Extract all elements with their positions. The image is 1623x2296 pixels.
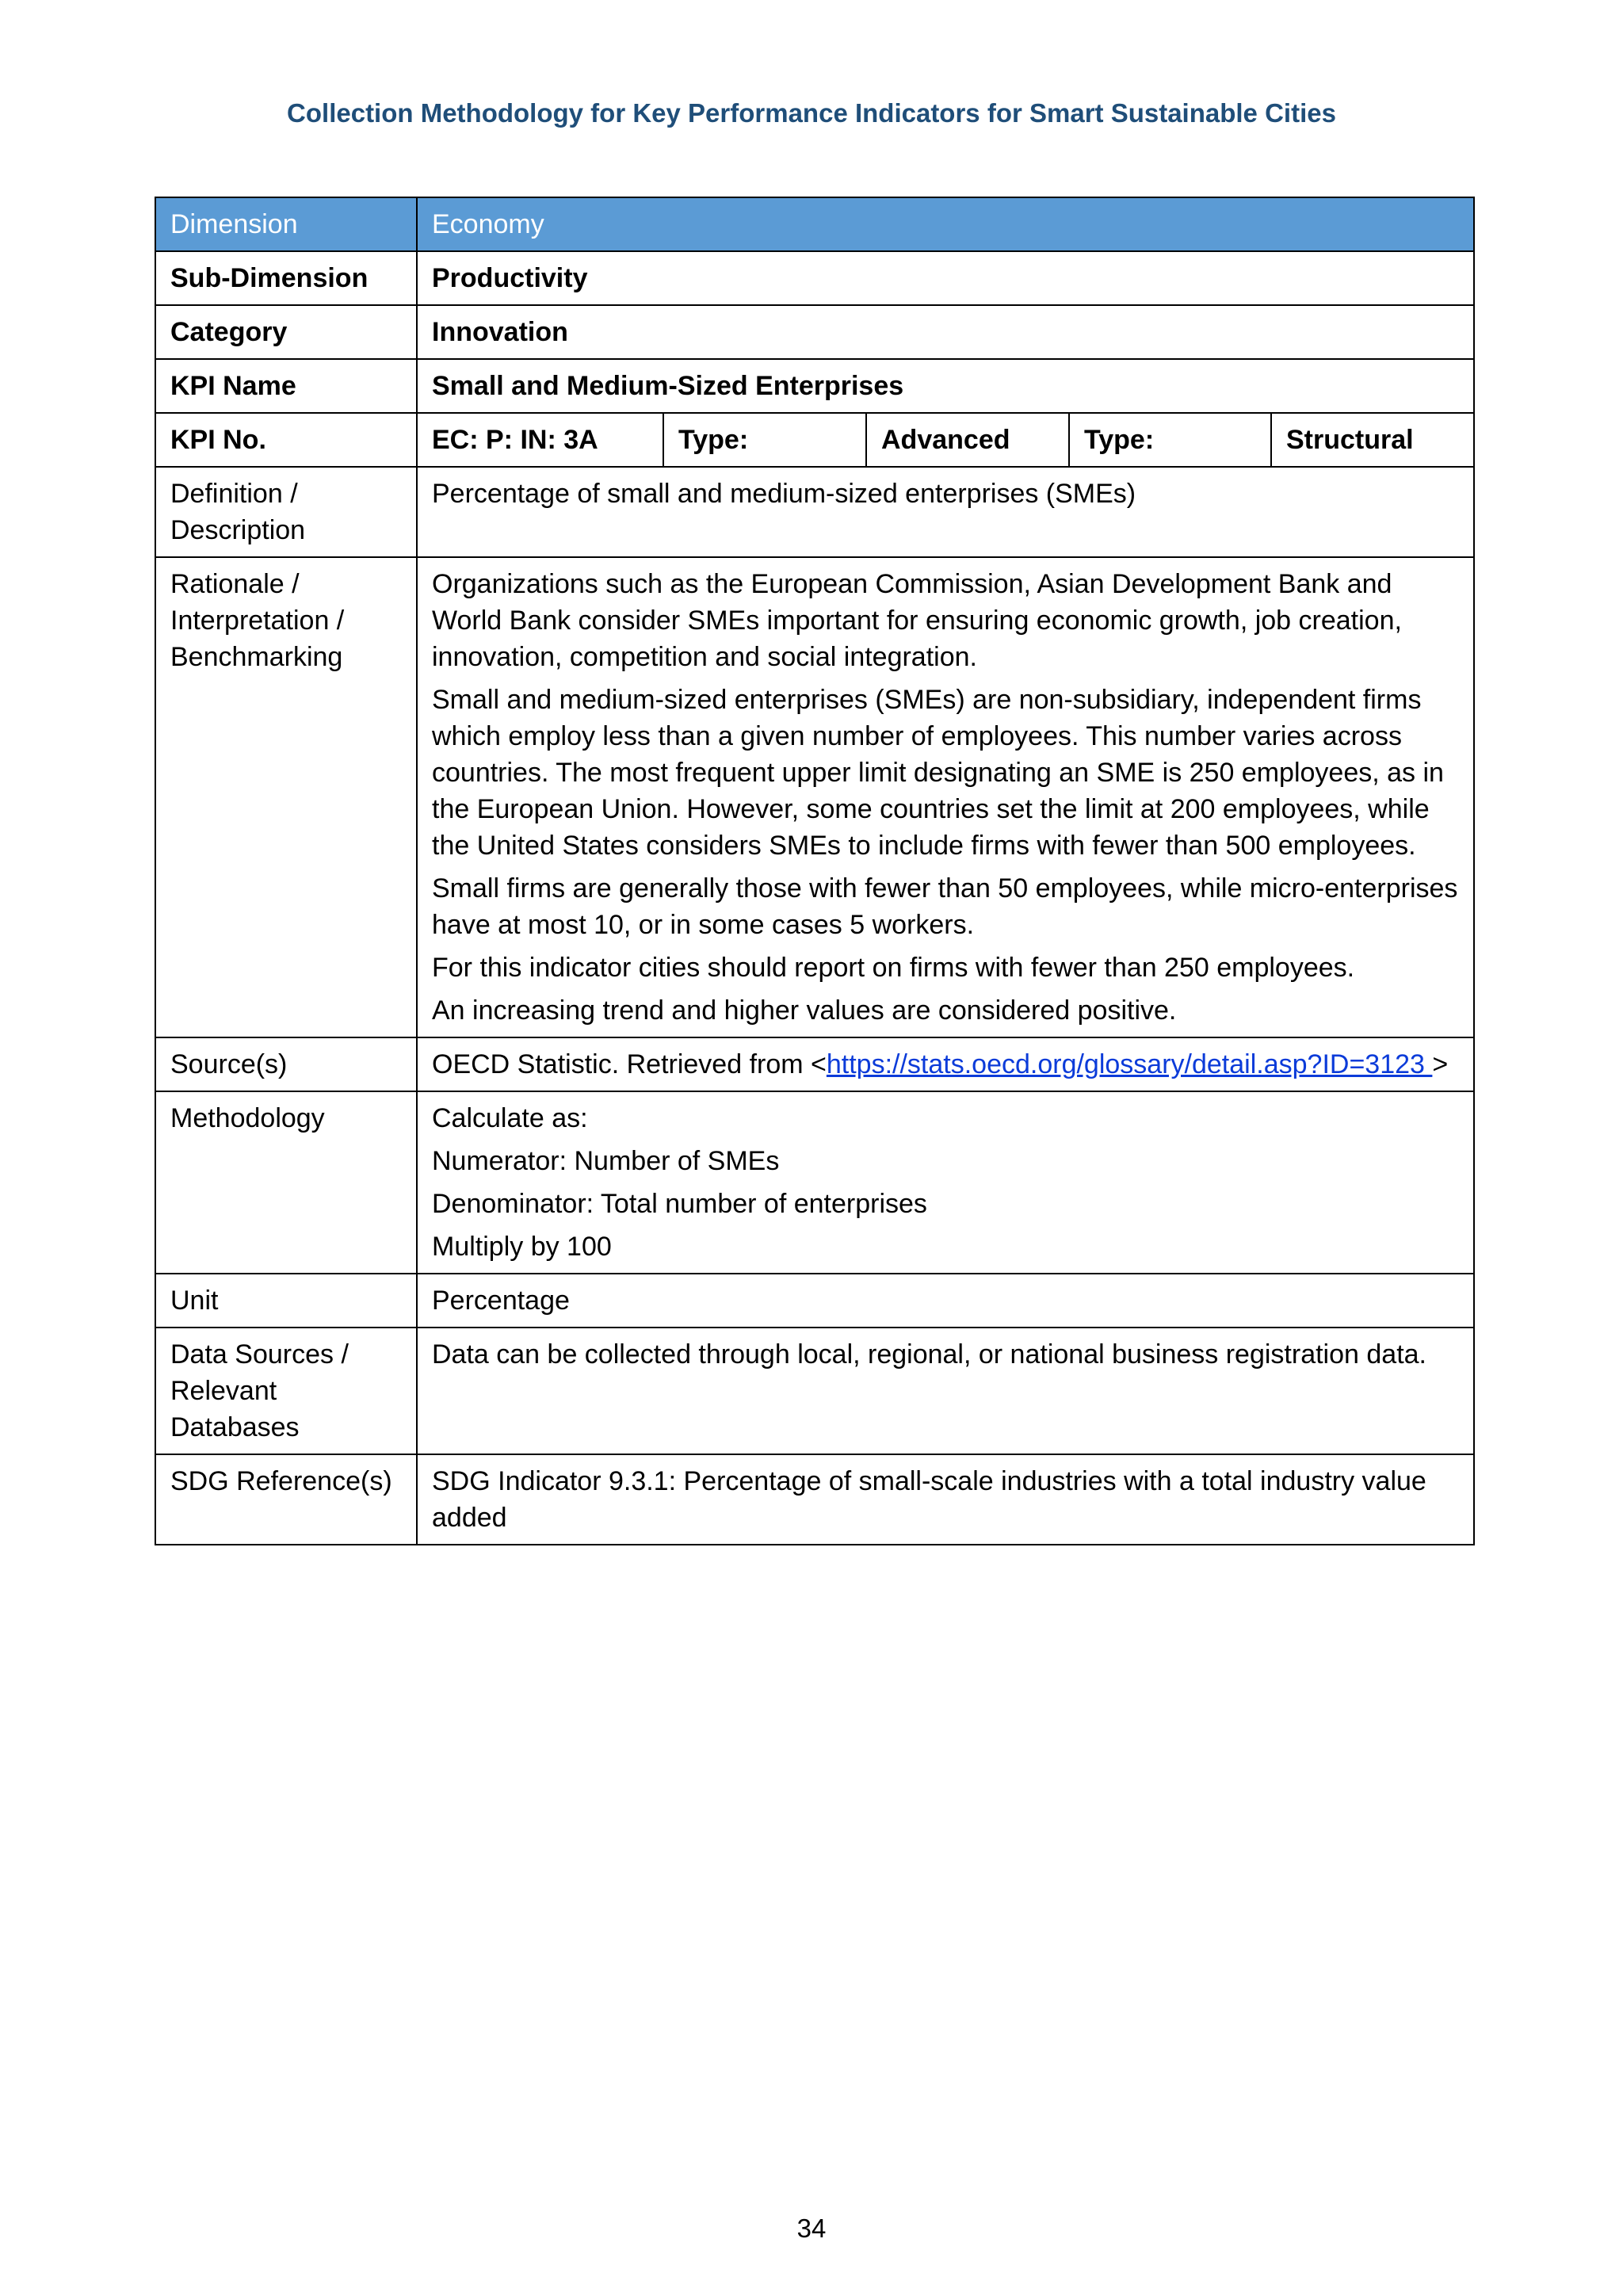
methodology-label: Methodology <box>155 1091 417 1274</box>
kpi-name-row <box>155 359 1474 413</box>
dimension-label: Dimension <box>155 197 417 251</box>
sdg-label: SDG Reference(s) <box>155 1454 417 1545</box>
sources-label: Source(s) <box>155 1037 417 1091</box>
type-label-1: Type: <box>663 413 866 467</box>
type-value-2: Structural <box>1271 413 1474 467</box>
kpi-name-label: KPI Name <box>155 359 417 413</box>
sub-dimension-value: Productivity <box>417 251 1474 305</box>
kpi-table <box>155 197 1475 1545</box>
data-sources-row <box>155 1328 1474 1454</box>
definition-value: Percentage of small and medium-sized enterprises (SMEs) <box>417 467 1474 557</box>
sdg-value: SDG Indicator 9.3.1: Percentage of small-scale industries with a total industry value added <box>417 1454 1474 1545</box>
type-label-2: Type: <box>1069 413 1271 467</box>
oecd-glossary-link[interactable]: https://stats.oecd.org/glossary/detail.asp?ID=3123 <box>826 1049 1433 1079</box>
type-value-1: Advanced <box>866 413 1069 467</box>
page-header-title: Collection Methodology for Key Performance Indicators for Smart Sustainable Cities <box>287 98 1336 128</box>
rationale-label: Rationale / Interpretation / Benchmarking <box>155 557 417 1037</box>
rationale-paragraph: An increasing trend and higher values are considered positive. <box>432 995 1177 1026</box>
sources-suffix: > <box>1432 1049 1449 1079</box>
rationale-row <box>155 557 1474 1037</box>
data-sources-label: Data Sources / Relevant Databases <box>155 1328 417 1454</box>
methodology-row <box>155 1091 1474 1274</box>
methodology-line: Numerator: Number of SMEs <box>432 1146 780 1176</box>
sources-value <box>417 1037 1474 1091</box>
kpi-no-row <box>155 413 1474 467</box>
sub-dimension-label: Sub-Dimension <box>155 251 417 305</box>
rationale-value <box>417 557 1474 1037</box>
kpi-name-value: Small and Medium-Sized Enterprises <box>417 359 1474 413</box>
definition-row <box>155 467 1474 557</box>
kpi-no-value: EC: P: IN: 3A <box>417 413 663 467</box>
methodology-value <box>417 1091 1474 1274</box>
sources-row <box>155 1037 1474 1091</box>
category-value: Innovation <box>417 305 1474 359</box>
unit-value: Percentage <box>417 1274 1474 1328</box>
rationale-paragraph: Organizations such as the European Commission, Asian Development Bank and World Bank consider SMEs important for ensuring economic growth, job creation, innovation, competition and social integration. <box>432 569 1402 672</box>
kpi-no-label: KPI No. <box>155 413 417 467</box>
unit-row <box>155 1274 1474 1328</box>
sdg-row <box>155 1454 1474 1545</box>
data-sources-value: Data can be collected through local, regional, or national business registration data. <box>417 1328 1474 1454</box>
page-number: 34 <box>796 2214 827 2243</box>
category-label: Category <box>155 305 417 359</box>
definition-label: Definition / Description <box>155 467 417 557</box>
rationale-paragraph: Small firms are generally those with fewer than 50 employees, while micro-enterprises have at most 10, or in some cases 5 workers. <box>432 873 1458 940</box>
dimension-value: Economy <box>417 197 1474 251</box>
dimension-row <box>155 197 1474 251</box>
methodology-line: Multiply by 100 <box>432 1232 612 1262</box>
sources-prefix: OECD Statistic. Retrieved from < <box>432 1049 827 1079</box>
rationale-paragraph: For this indicator cities should report on firms with fewer than 250 employees. <box>432 953 1355 983</box>
category-row <box>155 305 1474 359</box>
sub-dimension-row <box>155 251 1474 305</box>
rationale-paragraph: Small and medium-sized enterprises (SMEs) are non-subsidiary, independent firms which employ less than a given number of employees. This number varies across countries. The most frequent upper limit designating an SME is 250 employees, as in the European Union. However, some countries set the limit at 200 employees, while the United States considers SMEs to include firms with fewer than 500 employees. <box>432 685 1444 861</box>
unit-label: Unit <box>155 1274 417 1328</box>
methodology-line: Denominator: Total number of enterprises <box>432 1189 927 1219</box>
methodology-line: Calculate as: <box>432 1103 588 1133</box>
